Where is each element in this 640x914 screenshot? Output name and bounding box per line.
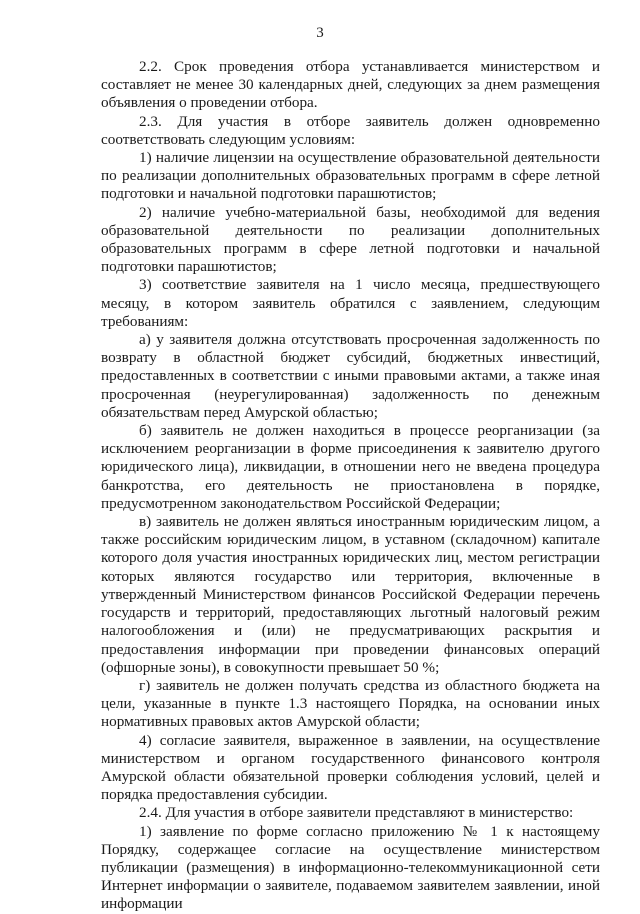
condition-1-license: 1) наличие лицензии на осуществление образовательной деятельности по реализации дополнительных образовательных программ в сфере летной подготовки и начальной подготовки парашютистов; [101,149,600,203]
requirement-c-not-foreign: в) заявитель не должен являться иностранным юридическим лицом, а также российским юридическим лицом, в уставном (складочном) капитале которого доля участия иностранных юридических лиц, местом регистрации которых являются государство или территория, включенные в утвержденный Министерством финансов Российской Федерации перечень государств и территорий, предоставляющих льготный налоговый режим налогообложения и (или) не предусматривающих раскрытия и предоставления информации при проведении финансовых операций (офшорные зоны), в совокупности превышает 50 %; [101,513,600,676]
condition-4-consent: 4) согласие заявителя, выраженное в заявлении, на осуществление министерством и органом государственного финансового контроля Амурской области обязательной проверки соблюдения условий, целей и порядка предоставления субсидии. [101,731,600,804]
requirement-d-no-other-funds: г) заявитель не должен получать средства из областного бюджета на цели, указанные в пункте 1.3 настоящего Порядка, на основании иных нормативных правовых актов Амурской области; [101,676,600,731]
paragraph-2-2: 2.2. Срок проведения отбора устанавливается министерством и составляет не менее 30 календарных дней, следующих за днем размещения объявления о проведении отбора. [101,58,600,112]
requirement-a-no-debt: а) у заявителя должна отсутствовать просроченная задолженность по возврату в областной бюджет субсидий, бюджетных инвестиций, предоставленных в соответствии с иными правовыми актами, а также иная просроченная (неурегулированная) задолженность по денежным обязательствам перед Амурской областью; [101,331,600,421]
paragraph-2-4: 2.4. Для участия в отборе заявители представляют в министерство: [139,804,574,822]
page-number: 3 [316,25,324,41]
paragraph-2-3: 2.3. Для участия в отборе заявитель должен одновременно соответствовать следующим условиям: [101,112,600,148]
condition-3-requirements: 3) соответствие заявителя на 1 число месяца, предшествующего месяцу, в котором заявитель обратился с заявлением, следующим требованиям: [101,276,600,330]
requirement-b-no-reorganization: б) заявитель не должен находиться в процессе реорганизации (за исключением реорганизации в форме присоединения к заявителю другого юридического лица), ликвидации, в отношении него не введена процедура банкротства, его деятельность не приостановлена в порядке, предусмотренном законодательством Российской Федерации; [101,422,600,512]
condition-2-material-base: 2) наличие учебно-материальной базы, необходимой для ведения образовательной деятельности по реализации дополнительных образовательных программ в сфере летной подготовки и начальной подготовки парашютистов; [101,203,600,276]
document-body [101,58,600,914]
document-1-application: 1) заявление по форме согласно приложению № 1 к настоящему Порядку, содержащее согласие на осуществление министерством публикации (размещения) в информационно-телекоммуникационной сети Интернет информации о заявителе, подаваемом заявителем заявлении, иной информации [101,822,600,913]
